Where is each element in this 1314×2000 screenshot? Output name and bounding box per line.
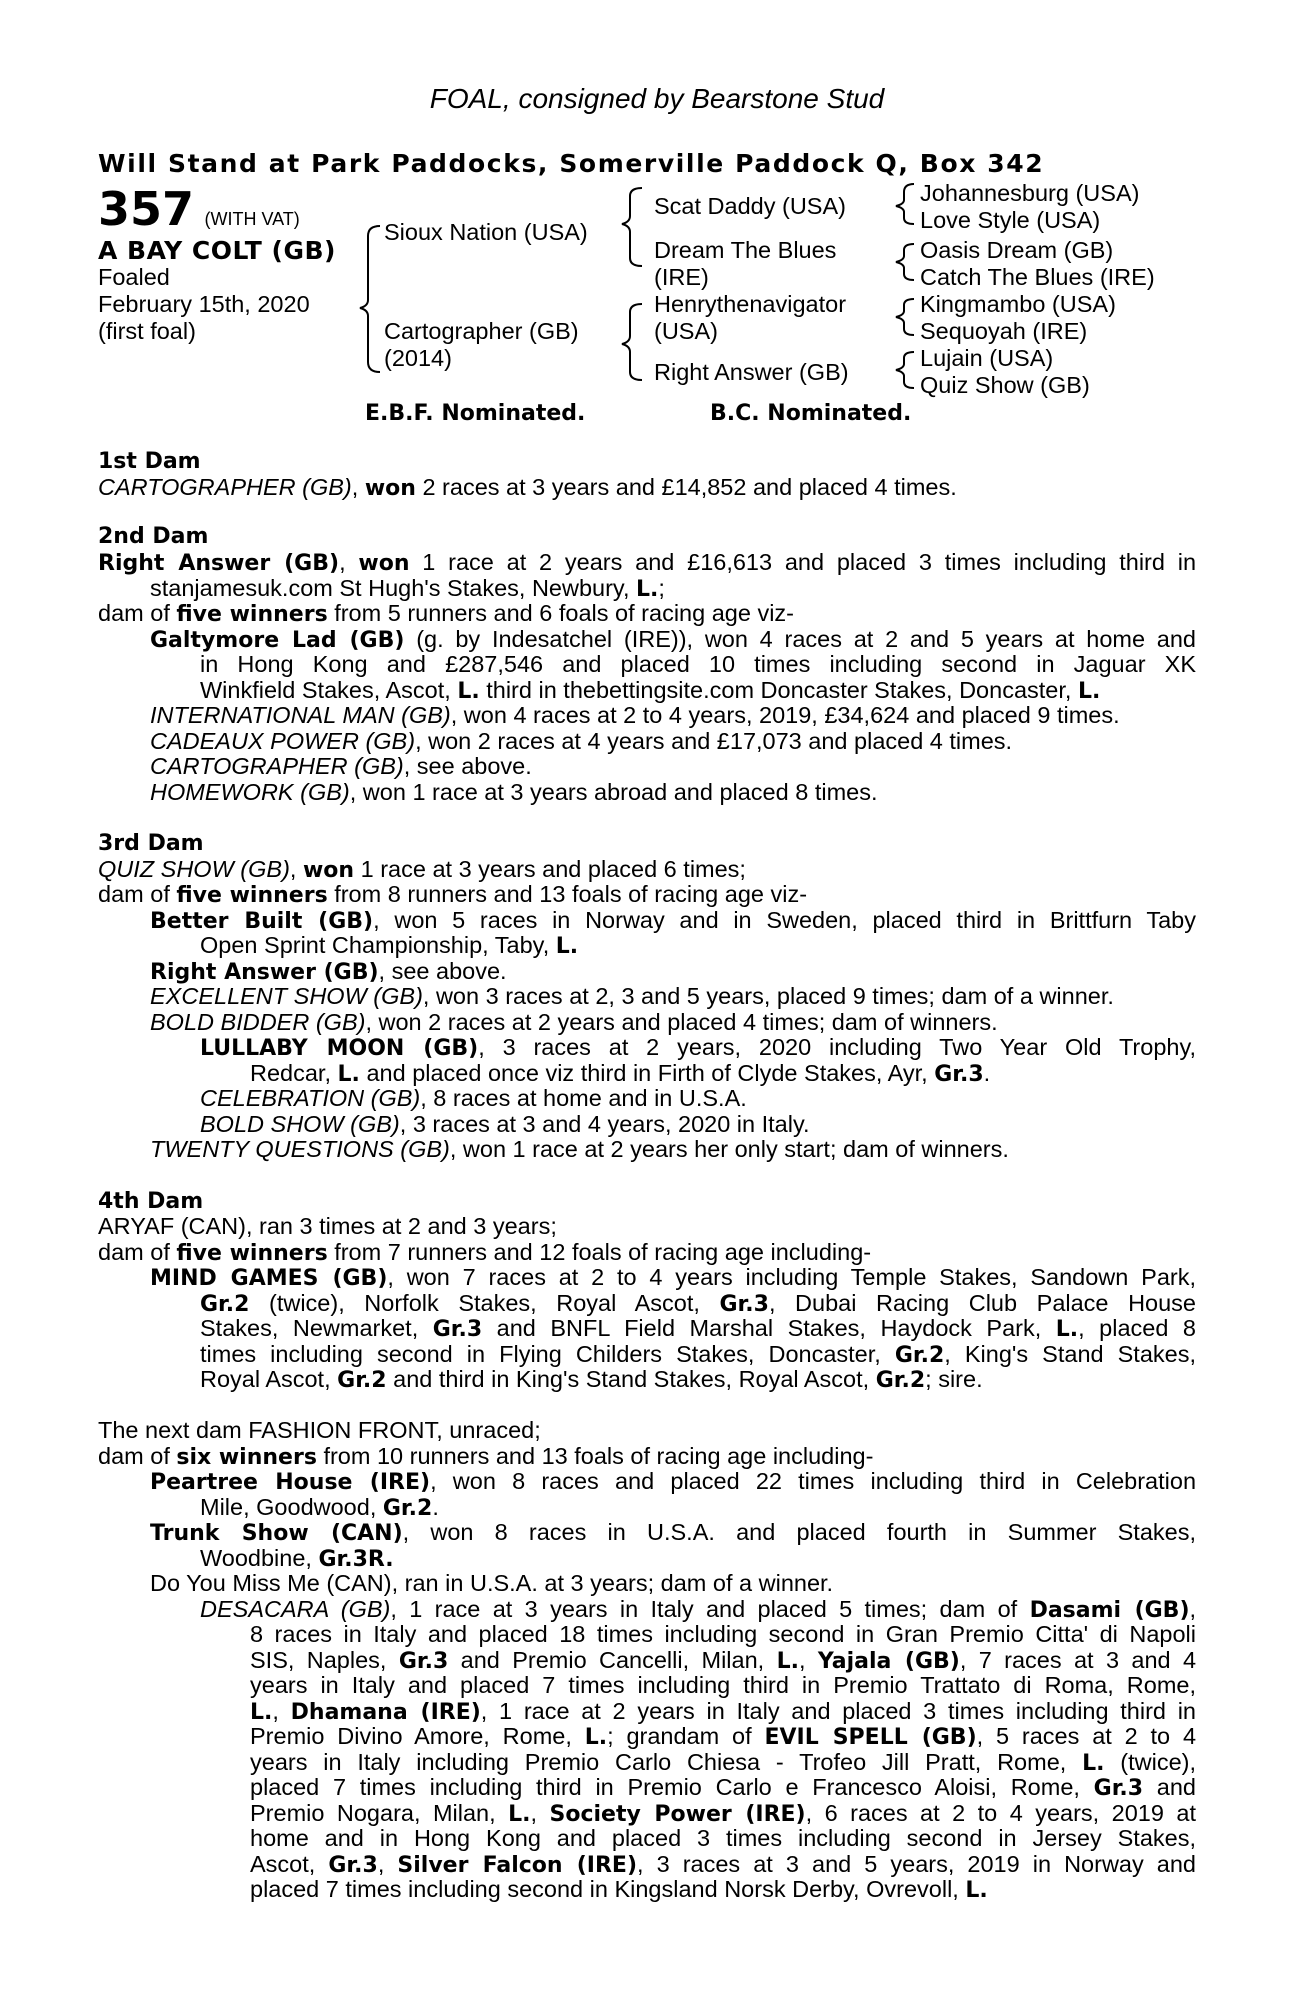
cart-text: , see above. (403, 753, 532, 779)
ph-text2: Mile, Goodwood, (200, 1494, 377, 1520)
galty-text2: in Hong Kong and £287,546 and placed 10 times including second in Jaguar XK (200, 651, 1196, 677)
dam2-damof: dam of (98, 600, 170, 626)
boldb-text: , won 2 races at 2 years and placed 4 times; dam of winners. (365, 1009, 998, 1035)
mg-text1: , won 7 races at 2 to 4 years including Temple Stakes, Sandown Park, (387, 1264, 1196, 1290)
ph-name: Peartree House (IRE) (150, 1470, 431, 1495)
dam2-text1: 1 race at 2 years and £16,613 and placed 3 times including third in (409, 549, 1197, 575)
grade-gr3: Gr.3 (328, 1853, 378, 1878)
cad-name: CADEAUX POWER (GB) (150, 728, 416, 754)
bs-text: , 3 races at 3 and 4 years, 2020 in Italy. (399, 1111, 810, 1137)
bb-text1: , won 5 races in Norway and in Sweden, placed third in Brittfurn Taby (373, 907, 1196, 933)
lul-text1: , 3 races at 2 years, 2020 including Two Year Old Trophy, (478, 1034, 1196, 1060)
dasami-name: Dasami (GB) (1029, 1598, 1190, 1623)
ra-name: Right Answer (GB) (150, 960, 379, 985)
mg-line5 (200, 1367, 1196, 1394)
dam3-damof: dam of (98, 881, 170, 907)
lul-line2: Redcar, L. and placed once viz third in Firth of Clyde Stakes, Ayr, Gr.3. (250, 1060, 991, 1087)
mg-text2b: Dubai Racing Club Palace House (775, 1290, 1197, 1316)
de-line1 (200, 1597, 1196, 1624)
mg-text4: times including second in Flying Childers Stakes, Doncaster, (200, 1341, 881, 1367)
stand-location: Will Stand at Park Paddocks, Somerville Paddock Q, Box 342 (98, 149, 1045, 178)
lul-line1 (200, 1035, 1196, 1062)
ped-g3-6: Sequoyah (IRE) (920, 318, 1088, 344)
de-text5: , 1 race at 2 years in Italy and placed 3 times including third in (480, 1698, 1196, 1724)
dam1-won: won (364, 476, 416, 501)
ped-g3-4: Catch The Blues (IRE) (920, 264, 1155, 290)
bb-line2 (200, 933, 1196, 960)
ts-line2 (200, 1546, 1196, 1573)
dy-line: Do You Miss Me (CAN), ran in U.S.A. at 3 years; dam of a winner. (150, 1570, 834, 1596)
dam4-winners: five winners (176, 1241, 328, 1266)
ped-sire-sire: Scat Daddy (USA) (654, 193, 846, 219)
ra-text: , see above. (378, 958, 507, 984)
intl-text: , won 4 races at 2 to 4 years, 2019, £34,624 and placed 9 times. (450, 702, 1120, 728)
cart-line (150, 754, 1196, 780)
dam4-from: from 7 runners and 12 foals of racing age including- (327, 1239, 872, 1265)
grade-gr2: Gr.2 (200, 1292, 250, 1317)
ped-g3-2: Love Style (USA) (920, 207, 1101, 233)
ebf-nominated: E.B.F. Nominated. (365, 401, 586, 426)
ph-line1 (150, 1469, 1196, 1496)
cel-text: , 8 races at home and in U.S.A. (420, 1085, 747, 1111)
dam1-line: CARTOGRAPHER (GB), won 2 races at 3 years and £14,852 and placed 4 times. (98, 474, 957, 501)
grade-gr2: Gr.2 (382, 1496, 433, 1521)
grade-listed: L. (250, 1700, 273, 1725)
lot-number-value: 357 (98, 182, 195, 236)
dam2-text2: stanjamesuk.com St Hugh's Stakes, Newbury, (150, 575, 630, 601)
de-line5: L., Dhamana (IRE), 1 race at 2 years in Italy and placed 3 times including third in (250, 1698, 1196, 1725)
bb-line1 (150, 908, 1196, 935)
de-line10: home and in Hong Kong and placed 3 times including second in Jersey Stakes, (250, 1825, 1196, 1851)
cel-line (200, 1086, 1196, 1112)
home-text: , won 1 race at 3 years abroad and placed 8 times. (349, 779, 878, 805)
ped-g3-5: Kingmambo (USA) (920, 291, 1116, 317)
ped-g3-1: Johannesburg (USA) (920, 180, 1140, 206)
yajala-name: Yajala (GB) (817, 1649, 960, 1674)
grade-listed: L. (1082, 1751, 1105, 1776)
grade-listed: L. (457, 679, 480, 704)
grade-gr3: Gr.3 (398, 1649, 449, 1674)
ex-text: , won 3 races at 2, 3 and 5 years, placed 9 times; dam of a winner. (422, 983, 1114, 1009)
grade-gr2: Gr.2 (875, 1368, 926, 1393)
cad-line (150, 729, 1196, 755)
de-text9b: , 6 races at 2 to 4 years, 2019 at (805, 1800, 1197, 1826)
de-text8b: and (1143, 1774, 1196, 1800)
grade-gr3: Gr.3 (1093, 1776, 1144, 1801)
mg-text4b: King's Stand Stakes, (950, 1341, 1196, 1367)
de-text3a: SIS, Naples, (250, 1647, 387, 1673)
grade-listed: L. (1055, 1317, 1079, 1342)
grade-listed: L. (636, 577, 659, 602)
lul-name: LULLABY MOON (GB) (200, 1036, 479, 1061)
mg-line4: times including second in Flying Childers Stakes, Doncaster, Gr.2, King's Stand Stakes, (200, 1341, 1196, 1368)
foaled-date: February 15th, 2020 (98, 291, 310, 317)
horse-name: A BAY COLT (GB) (98, 236, 336, 265)
ts-text2: Woodbine, (200, 1545, 312, 1571)
de-text7a: years in Italy including Premio Carlo Chiesa - Trofeo Jill Pratt, Rome, (250, 1749, 1067, 1775)
society-power-name: Society Power (IRE) (549, 1802, 806, 1827)
mg-line1 (150, 1265, 1196, 1292)
dam2-line1: Right Answer (GB), won 1 race at 2 years and £16,613 and placed 3 times including third in (98, 549, 1197, 576)
dam4-damof: dam of (98, 1239, 170, 1265)
ped-sire-dam-line2: (IRE) (654, 264, 709, 290)
ped-dam-dam: Right Answer (GB) (654, 359, 849, 385)
ped-dam-sire-line2: (USA) (654, 318, 718, 344)
ped-sire-dam-line1: Dream The Blues (654, 237, 837, 263)
galty-name: Galtymore Lad (GB) (150, 628, 405, 653)
dam1-rest: 2 races at 3 years and £14,852 and placed 4 times. (415, 474, 957, 500)
dam3-name: QUIZ SHOW (GB) (98, 856, 290, 882)
bb-text2: Open Sprint Championship, Taby, (200, 932, 550, 958)
silver-falcon-name: Silver Falcon (IRE) (397, 1853, 638, 1878)
ped-g3-3: Oasis Dream (GB) (920, 237, 1114, 263)
dam3-winners: five winners (176, 883, 328, 908)
dam3-line2 (98, 882, 1196, 909)
ped-dam-sire-line1: Henrythenavigator (654, 291, 847, 317)
bc-nominated: B.C. Nominated. (710, 401, 912, 426)
dam3-line1 (98, 857, 1196, 884)
de-name: DESACARA (GB) (200, 1596, 391, 1622)
mg-text3c: placed 8 (1084, 1315, 1196, 1341)
cad-text: , won 2 races at 4 years and £17,073 and placed 4 times. (415, 728, 1013, 754)
de-line11: Ascot, Gr.3, Silver Falcon (IRE), 3 races at 3 and 5 years, 2019 in Norway and (250, 1851, 1197, 1878)
dam2-line3 (98, 601, 1196, 628)
de-text7b: (twice), (1104, 1749, 1196, 1775)
foaled-label: Foaled (98, 264, 170, 290)
de-text6c: , 5 races at 2 to 4 (976, 1723, 1197, 1749)
boldb-line (150, 1010, 1196, 1036)
grade-listed: L. (555, 934, 579, 959)
next-line2 (98, 1444, 1196, 1471)
de-text6a: Premio Divino Amore, Rome, (250, 1723, 572, 1749)
dam3-from: from 8 runners and 13 foals of racing age viz- (327, 881, 808, 907)
boldb-name: BOLD BIDDER (GB) (150, 1009, 366, 1035)
grade-listed: L. (1077, 679, 1101, 704)
mg-text5b: and third in King's Stand Stakes, Royal Ascot, (386, 1366, 870, 1392)
lul-text2a: Redcar, (250, 1060, 331, 1086)
de-line3: SIS, Naples, Gr.3 and Premio Cancelli, Milan, L., Yajala (GB), 7 races at 3 and 4 (250, 1647, 1197, 1674)
ped-dam-line1: Cartographer (GB) (384, 318, 579, 344)
ts-line1 (150, 1520, 1196, 1547)
next-from: from 10 runners and 13 foals of racing age including- (316, 1443, 874, 1469)
galty-line2 (200, 652, 1196, 678)
galty-line3 (200, 678, 1196, 705)
de-line4: years in Italy and placed 7 times including third in Premio Trattato di Roma, Rome, (250, 1672, 1196, 1698)
grade-listed: L. (508, 1802, 531, 1827)
mg-name: MIND GAMES (GB) (150, 1266, 388, 1291)
bs-name: BOLD SHOW (GB) (200, 1111, 400, 1137)
tq-line (150, 1137, 1196, 1163)
dam3-won: won (302, 858, 355, 883)
ts-name: Trunk Show (CAN) (150, 1521, 403, 1546)
de-text11a: Ascot, (250, 1851, 316, 1877)
de-line9: Premio Nogara, Milan, L., Society Power (IRE), 6 races at 2 to 4 years, 2019 at (250, 1800, 1197, 1827)
grade-gr2: Gr.2 (894, 1343, 945, 1368)
ph-line2: Mile, Goodwood, Gr.2. (200, 1494, 439, 1521)
lul-text2b: and placed once viz third in Firth of Clyde Stakes, Ayr, (359, 1060, 928, 1086)
next-line1: The next dam FASHION FRONT, unraced; (98, 1417, 541, 1443)
de-line6: Premio Divino Amore, Rome, L.; grandam of EVIL SPELL (GB), 5 races at 2 to 4 (250, 1723, 1197, 1750)
consignment-title: FOAL, consigned by Bearstone Stud (429, 83, 885, 114)
bs-line (200, 1112, 1196, 1138)
lot-vat: (WITH VAT) (204, 209, 300, 229)
grade-gr3: Gr.3 (934, 1062, 984, 1087)
de-line2: 8 races in Italy and placed 18 times including second in Gran Premio Citta' di Napoli (250, 1621, 1196, 1647)
ra-line (150, 959, 1196, 986)
dam3-heading: 3rd Dam (98, 831, 204, 856)
dam2-winners: five winners (176, 602, 328, 627)
cart-name: CARTOGRAPHER (GB) (150, 753, 404, 779)
grade-gr3: Gr.3 (719, 1292, 769, 1317)
dam1-heading: 1st Dam (98, 449, 201, 474)
de-line7 (250, 1750, 1196, 1777)
dam2-won: won (358, 551, 410, 576)
galty-text1: (g. by Indesatchel (IRE)), won 4 races at 2 and 5 years at home and (404, 626, 1196, 652)
galty-line1 (150, 627, 1196, 654)
galty-text3b: third in thebettingsite.com Doncaster Stakes, Doncaster, (479, 677, 1072, 703)
grade-listed: L. (337, 1062, 360, 1087)
home-name: HOMEWORK (GB) (150, 779, 350, 805)
dam2-from: from 5 runners and 6 foals of racing age viz- (327, 600, 794, 626)
ped-sire: Sioux Nation (USA) (384, 219, 588, 245)
grade-gr2: Gr.2 (337, 1368, 387, 1393)
grade-listed: L. (584, 1725, 608, 1750)
de-text8: placed 7 times including third in Premio Carlo e Francesco Aloisi, Rome, (250, 1774, 1080, 1800)
dam2-semi: ; (658, 575, 665, 601)
grade-gr3r: Gr.3R. (318, 1547, 394, 1572)
dam3-rest: 1 race at 3 years and placed 6 times; (354, 856, 746, 882)
grade-listed: L. (965, 1878, 988, 1903)
intl-line (150, 703, 1196, 729)
de-line12 (250, 1877, 1196, 1904)
de-text3c: , 7 races at 3 and 4 (959, 1647, 1197, 1673)
de-line8 (250, 1775, 1196, 1802)
bb-name: Better Built (GB) (150, 909, 374, 934)
dam3-comma: , (289, 856, 297, 882)
mg-text2a: (twice), Norfolk Stakes, Royal Ascot, (249, 1290, 700, 1316)
mg-text3a: Stakes, Newmarket, (200, 1315, 419, 1341)
de-text3b: and Premio Cancelli, Milan, (448, 1647, 765, 1673)
ts-text1: , won 8 races in U.S.A. and placed fourth in Summer Stakes, (402, 1519, 1196, 1545)
tq-text: , won 1 race at 2 years her only start; dam of winners. (449, 1136, 1009, 1162)
de-text1: , 1 race at 3 years in Italy and placed 5 times; dam of (390, 1596, 1018, 1622)
evil-spell-name: EVIL SPELL (GB) (764, 1725, 977, 1750)
intl-name: INTERNATIONAL MAN (GB) (150, 702, 451, 728)
dhamana-name: Dhamana (IRE) (290, 1700, 481, 1725)
mg-text5a: Royal Ascot, (200, 1366, 331, 1392)
dam1-name: CARTOGRAPHER (GB) (98, 474, 352, 500)
mg-line3: Stakes, Newmarket, Gr.3 and BNFL Field Marshal Stakes, Haydock Park, L., placed 8 (200, 1315, 1196, 1342)
mg-line2: Gr.2 (twice), Norfolk Stakes, Royal Ascot, Gr.3, Dubai Racing Club Palace House (200, 1290, 1197, 1317)
ped-dam-line2: (2014) (384, 345, 452, 371)
dam2-name: Right Answer (GB) (98, 551, 340, 576)
mg-text3b: and BNFL Field Marshal Stakes, Haydock Park, (482, 1315, 1042, 1341)
de-comma: , (1189, 1596, 1197, 1622)
grade-gr3: Gr.3 (432, 1317, 483, 1342)
ph-text1: , won 8 races and placed 22 times including third in Celebration (430, 1468, 1197, 1494)
dam2-heading: 2nd Dam (98, 524, 209, 549)
mg-text5c: ; sire. (925, 1366, 983, 1392)
first-foal-note: (first foal) (98, 318, 196, 344)
dam4-line1: ARYAF (CAN), ran 3 times at 2 and 3 years; (98, 1213, 557, 1239)
home-line (150, 780, 1196, 806)
galty-text3: Winkfield Stakes, Ascot, (200, 677, 451, 703)
ped-g3-8: Quiz Show (GB) (920, 372, 1090, 398)
next-winners: six winners (176, 1445, 317, 1470)
dam4-line2 (98, 1240, 1196, 1267)
dam4-heading: 4th Dam (98, 1189, 204, 1214)
dam2-line2 (150, 576, 1196, 603)
de-text6b: grandam of (613, 1723, 752, 1749)
ex-name: EXCELLENT SHOW (GB) (150, 983, 423, 1009)
cel-name: CELEBRATION (GB) (200, 1085, 421, 1111)
grade-listed: L. (776, 1649, 799, 1674)
ped-g3-7: Lujain (USA) (920, 345, 1054, 371)
de-text12: placed 7 times including second in Kingsland Norsk Derby, Ovrevoll, (250, 1876, 959, 1902)
tq-name: TWENTY QUESTIONS (GB) (150, 1136, 450, 1162)
ex-line (150, 984, 1196, 1010)
next-damof: dam of (98, 1443, 170, 1469)
de-text11b: , 3 races at 3 and 5 years, 2019 in Norway and (637, 1851, 1197, 1877)
de-text9a: Premio Nogara, Milan, (250, 1800, 496, 1826)
